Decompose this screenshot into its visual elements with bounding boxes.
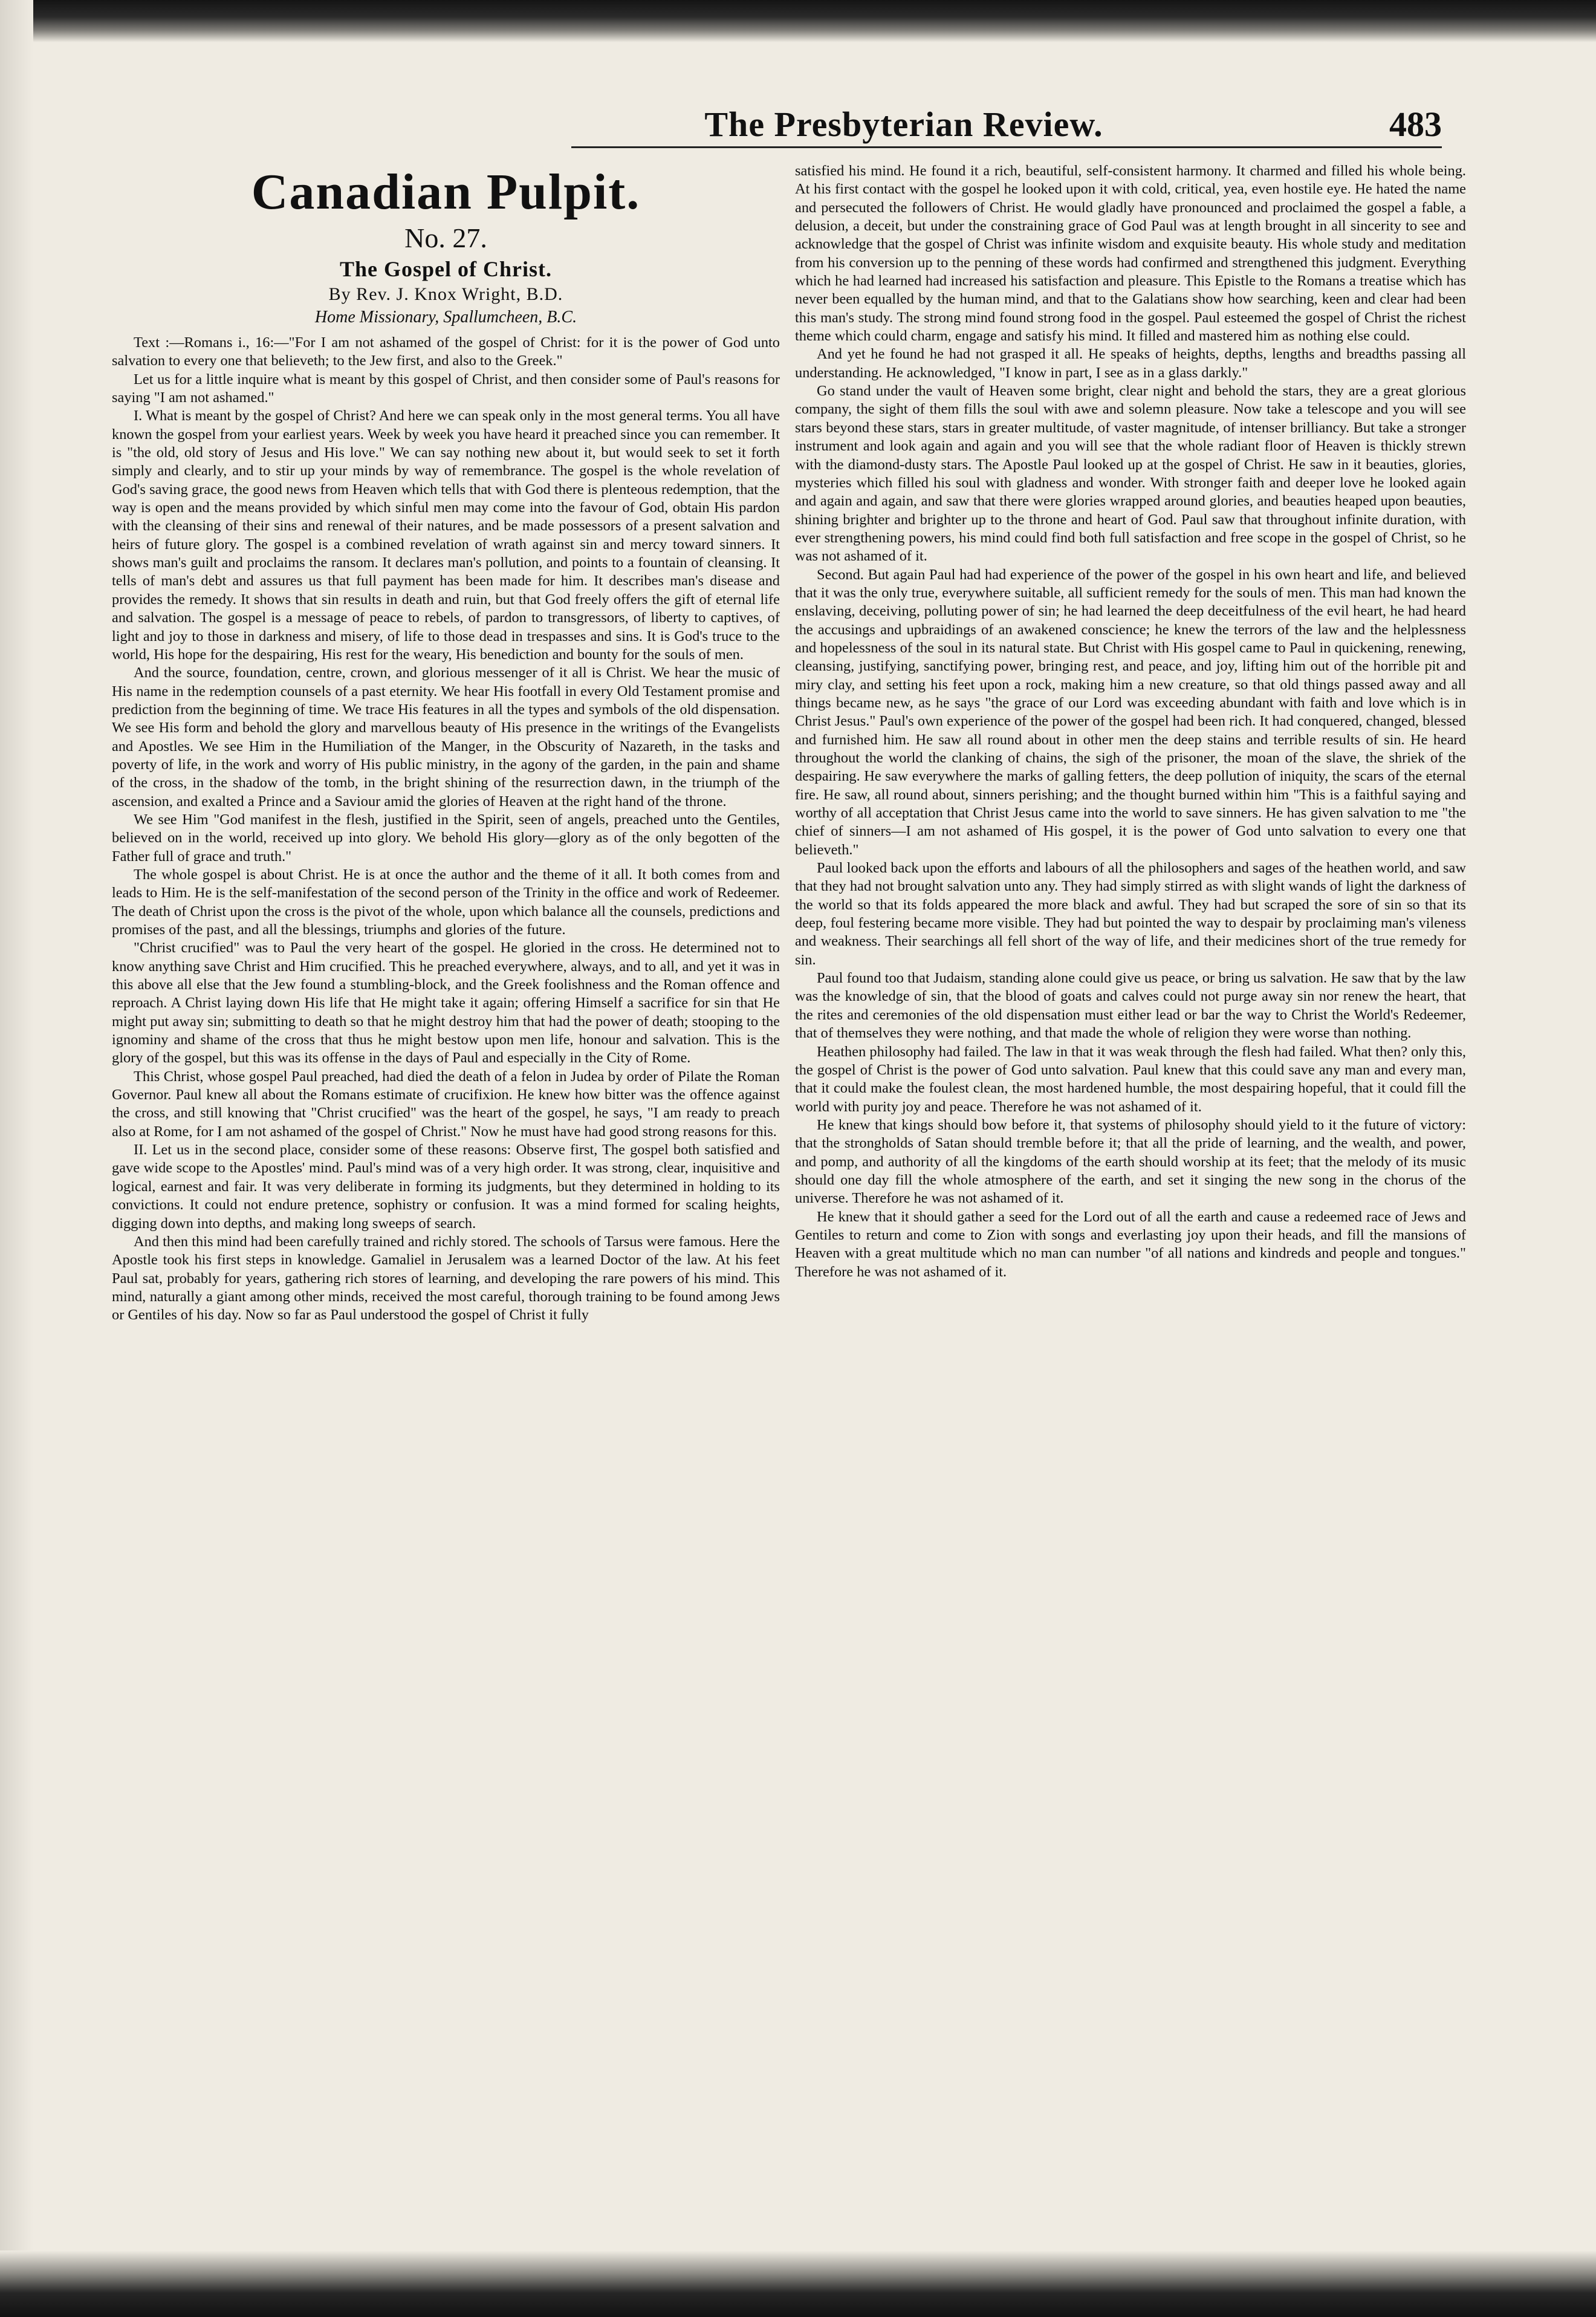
paragraph: The whole gospel is about Christ. He is at once the author and the theme of it all. It both comes from and leads to Him. He is the self-manifestation of the second person of the Trinity in the office and work of Redeemer. The death of Christ upon the cross is the pivot of the whole, upon which balance all the counsels, predictions and promises of the past, and all the blessings, triumphs and glories of the future. bbox=[112, 866, 780, 938]
journal-title: The Presbyterian Review. bbox=[704, 105, 1103, 144]
running-head bbox=[571, 104, 1442, 148]
paragraph: And the source, foundation, centre, crown, and glorious messenger of it all is Christ. We hear the music of His name in the redemption counsels of a past eternity. We hear His footfall in every Old Testament promise and prediction from the beginning of time. We trace His features in all the types and symbols of the old dispensation. We see His form and behold the glory and marvellous beauty of His presence in the writings of the Evangelists and Apostles. We see Him in the Humiliation of the Manger, in the Obscurity of Nazareth, in the tasks and poverty of life, in the work and worry of His public ministry, in the agony of the garden, in the pain and shame of the cross, in the shadow of the tomb, in the bright shining of the resurrection dawn, in the triumph of the ascension, and exalted a Prince and a Saviour amid the glories of Heaven at the right hand of the throne. bbox=[112, 665, 780, 810]
page-number: 483 bbox=[1389, 105, 1442, 144]
paragraph: He knew that it should gather a seed for the Lord out of all the earth and cause a redeemed race of Jews and Gentiles to return and come to Zion with songs and everlasting joy upon their heads, and fill the mansions of Heaven with a great multitude which no man can number "of all nations and kindreds and people and tongues." Therefore he was not ashamed of it. bbox=[795, 1208, 1466, 1280]
page-bottom-edge bbox=[0, 2250, 1596, 2317]
right-column bbox=[795, 162, 1466, 2230]
paragraph: Second. But again Paul had had experience of the power of the gospel in his own heart and life, and believed that it was the only true, everywhere suitable, all sufficient remedy for the souls of men. This man had known the enslaving, deceiving, polluting power of sin; he had learned the deep deceitfulness of the evil heart, he had heard the accusings and upbraidings of an awakened conscience; he knew the terrors of the law and the helplessness and hopelessness of the soul in its natural state. But Christ with His gospel came to Paul in quickening, renewing, cleansing, justifying, sanctifying power, bringing rest, and peace, and joy, lifting him out of the horrible pit and miry clay, and setting his feet upon a rock, making him a new creature, so that old things passed away and all things became new, as he says "the grace of our Lord was exceeding abundant with faith and love which is in Christ Jesus." Paul's own experience of the power of the gospel had been rich. It had conquered, changed, blessed and furnished him. He saw all round about in other men the deep stains and terrible results of sin. He heard throughout the world the clanking of chains, the sigh of the prisoner, the moan of the slave, the shriek of the despairing. He saw everywhere the marks of galling fetters, the deep pollution of iniquity, the scars of the eternal fire. He saw, all round about, sinners perishing; and the thought burned within him "This is a faithful saying and worthy of all acceptation that Christ Jesus came into the world to save sinners. He has given salvation to me "the chief of sinners—I am not ashamed of His gospel, it is the power of God unto salvation to every one that believeth." bbox=[795, 566, 1466, 858]
sermon-number: No. 27. bbox=[404, 223, 487, 253]
sermon-masthead bbox=[112, 163, 780, 329]
left-column-text bbox=[112, 334, 780, 1325]
section-title: Canadian Pulpit. bbox=[251, 164, 641, 220]
paragraph: Heathen philosophy had failed. The law in that it was weak through the flesh had failed. What then? only this, the gospel of Christ is the power of God unto salvation. Paul knew that this could save any man and every man, that it could make the foulest clean, the most hardened humble, the most despairing hopeful, that it could fill the world with purity joy and peace. Therefore he was not ashamed of it. bbox=[795, 1043, 1466, 1115]
paragraph: I. What is meant by the gospel of Christ? And here we can speak only in the most general terms. You all have known the gospel from your earliest years. Week by week you have heard it preached since you can remember. It is "the old, old story of Jesus and His love." We can say nothing new about it, but would seek to set it forth simply and clearly, and to stir up your minds by way of remembrance. The gospel is the whole revelation of God's saving grace, the good news from Heaven which tells that with God there is plenteous redemption, that the way is open and the means provided by which sinful men may come into the favour of God, obtain His pardon with the cleansing of their sins and renewal of their natures, and be made possessors of a present salvation and heirs of future glory. The gospel is a combined revelation of wrath against sin and mercy toward sinners. It shows man's guilt and proclaims the ransom. It declares man's pollution, and points to a fountain of cleansing. It tells of man's debt and assures us that full payment has been made for him. It describes man's disease and provides the remedy. It shows that sin results in death and ruin, but that God freely offers the gift of eternal life and salvation. The gospel is a message of peace to rebels, of pardon to transgressors, of liberty to captives, of light and joy to those in darkness and misery, of life to those dead in trespasses and sins. It is God's truce to the world, His hope for the despairing, His rest for the weary, His benediction and bounty for the souls of men. bbox=[112, 408, 780, 663]
page-left-edge bbox=[0, 0, 33, 2317]
paragraph: Go stand under the vault of Heaven some bright, clear night and behold the stars, they are a great glorious company, the sight of them fills the soul with awe and solemn pleasure. Now take a telescope and you will see stars beyond these stars, stars in greater multitude, of vaster magnitude, of intenser brilliancy. But take a stronger instrument and look again and again and you will see that the whole radiant floor of Heaven is thickly strewn with the diamond-dusty stars. The Apostle Paul looked up at the gospel of Christ. He saw in it beauties, glories, mysteries which filled his soul with gladness and wonder. With stronger faith and deeper love he looked again and again and again, and saw that there were glories wrapped around glories, and beauties heaped upon beauties, shining brighter and brighter up to the throne and heart of God. Paul saw that throughout infinite duration, with ever strengthening powers, his mind could find both full satisfaction and free scope in the gospel of Christ, so he was not ashamed of it. bbox=[795, 383, 1466, 565]
paragraph: Text :—Romans i., 16:—"For I am not ashamed of the gospel of Christ: for it is the power of God unto salvation to every one that believeth; to the Jew first, and also to the Greek." bbox=[112, 334, 780, 369]
sermon-title: The Gospel of Christ. bbox=[339, 257, 552, 281]
paragraph: Paul found too that Judaism, standing alone could give us peace, or bring us salvation. He saw that by the law was the knowledge of sin, that the blood of goats and calves could not purge away sin nor renew the heart, that the rites and ceremonies of the old dispensation must either lead or bar the way to Christ the World's Redeemer, that of themselves they were nothing, and that made the whole of religion they were worse than nothing. bbox=[795, 970, 1466, 1042]
paragraph: Let us for a little inquire what is meant by this gospel of Christ, and then consider some of Paul's reasons for saying "I am not ashamed." bbox=[112, 371, 780, 406]
author-byline: By Rev. J. Knox Wright, B.D. bbox=[328, 284, 563, 304]
paragraph: He knew that kings should bow before it, that systems of philosophy should yield to it the future of victory: that the strongholds of Satan should tremble before it; that all the pride of learning, and the wealth, and power, and pomp, and authority of all the kingdoms of the earth should worship at its feet; that the melody of its music should one day fill the whole atmosphere of the earth, and set it singing the new song in the chorus of the universe. Therefore he was not ashamed of it. bbox=[795, 1116, 1466, 1207]
paragraph: "Christ crucified" was to Paul the very heart of the gospel. He gloried in the cross. He determined not to know anything save Christ and Him crucified. This he preached everywhere, always, and to all, and yet it was in this above all else that the Jew found a stumbling-block, and the Greek foolishness and the Roman offence and reproach. A Christ laying down His life that He might take it again; offering Himself a sacrifice for sin that He might put away sin; submitting to death so that he might destroy him that had the power of death; stooping to the ignominy and shame of the cross that thus he might bestow upon men life, honour and salvation. This is the glory of the gospel, but this was its offense in the days of Paul and especially in the City of Rome. bbox=[112, 940, 780, 1067]
paragraph: satisfied his mind. He found it a rich, beautiful, self-consistent harmony. It charmed and filled his whole being. At his first contact with the gospel he looked upon it with cold, critical, yea, even hostile eye. He hated the name and persecuted the followers of Christ. He would gladly have pronounced and proclaimed the gospel a fable, a delusion, a deceit, but under the constraining grace of God Paul was at length brought in all sincerity to see and acknowledge that the gospel of Christ was infinite wisdom and exquisite beauty. His whole study and meditation from his conversion up to the penning of these words had confirmed and strengthened this judgment. Everything which he had learned had increased his satisfaction and pleasure. This Epistle to the Romans a treatise which has never been equalled by the human mind, and that to the Galatians show how searching, keen and clear had been this man's study. The strong mind found strong food in the gospel. Paul esteemed the gospel of Christ the richest theme which could charm, engage and satisfy his mind. It filled and mastered him as nothing else could. bbox=[795, 163, 1466, 345]
paragraph: And yet he found he had not grasped it all. He speaks of heights, depths, lengths and breadths passing all understanding. He acknowledged, "I know in part, I see as in a glass darkly." bbox=[795, 346, 1466, 381]
author-position: Home Missionary, Spallumcheen, B.C. bbox=[314, 308, 577, 327]
paragraph: II. Let us in the second place, consider some of these reasons: Observe first, The gospel both satisfied and gave wide scope to the Apostles' mind. Paul's mind was of a very high order. It was strong, clear, inquisitive and logical, earnest and fair. It was very deliberate in forming its judgments, but they determined in holding to its convictions. It could not endure pretence, sophistry or confusion. It was a mind formed for scaling heights, digging down into depths, and making long sweeps of search. bbox=[112, 1142, 780, 1232]
right-column-text bbox=[795, 162, 1466, 1281]
left-column bbox=[112, 163, 780, 2231]
paragraph: Paul looked back upon the efforts and labours of all the philosophers and sages of the heathen world, and saw that they had not brought salvation unto any. They had simply stirred as with slight wands of light the darkness of the world so that its folds appeared the more black and awful. They had but scraped the sore of sin so that its deep, foul festering became more visible. They had but pointed the way to despair by proclaiming man's vileness and weakness. Their searchings all fell short of the way of life, and their medicines short of the true remedy for sin. bbox=[795, 860, 1466, 968]
page-top-edge bbox=[0, 0, 1596, 42]
paragraph: This Christ, whose gospel Paul preached, had died the death of a felon in Judea by order of Pilate the Roman Governor. Paul knew all about the Romans estimate of crucifixion. He knew how bitter was the offence against the cross, and still knowing that "Christ crucified" was the heart of the gospel, he says, "I am ready to preach also at Rome, for I am not ashamed of the gospel of Christ." Now he must have had good strong reasons for this. bbox=[112, 1068, 780, 1140]
paragraph: And then this mind had been carefully trained and richly stored. The schools of Tarsus were famous. Here the Apostle took his first steps in knowledge. Gamaliel in Jerusalem was a learned Doctor of the law. At his feet Paul sat, probably for years, gathering rich stores of learning, and developing the rare powers of his mind. This mind, naturally a giant among other minds, received the most careful, thorough training to be found among Jews or Gentiles of his day. Now so far as Paul understood the gospel of Christ it fully bbox=[112, 1233, 780, 1324]
paragraph: We see Him "God manifest in the flesh, justified in the Spirit, seen of angels, preached unto the Gentiles, believed on in the world, received up into glory. We behold His glory—glory as of the only begotten of the Father full of grace and truth." bbox=[112, 811, 780, 865]
